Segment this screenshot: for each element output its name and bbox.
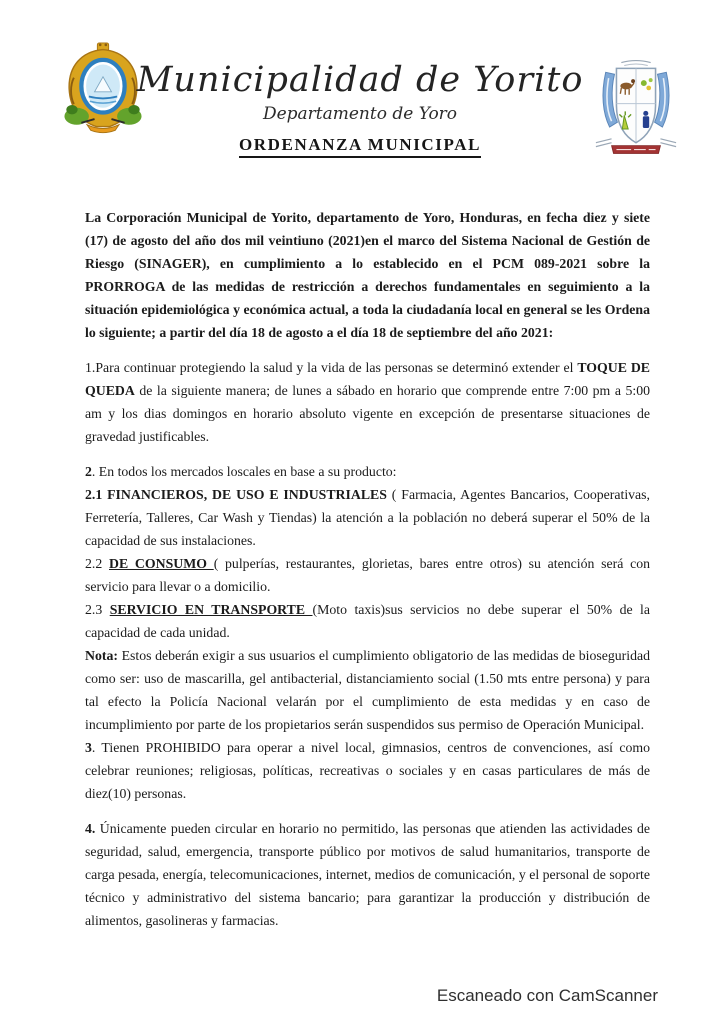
paragraph: 2.1 FINANCIEROS, DE USO E INDUSTRIALES ( Farmacia, Agentes Bancarios, Cooperativas, Ferretería, Talleres, Car Wash y Tiendas) la atención a la población no deberá superar el 50% de la capacidad de sus instalaciones. — [85, 487, 650, 548]
paragraph: 2.2 DE CONSUMO ( pulperías, restaurantes, glorietas, bares entre otros) su atención será con servicio para llevar o a domicilio. — [85, 556, 651, 594]
paragraph: Nota: Estos deberán exigir a sus usuarios el cumplimiento obligatorio de las medidas de bioseguridad como ser: uso de mascarilla, gel antibacterial, distanciamiento social (1.50 mts entre persona) y para tal efecto la Policía Nacional velarán por el cumplimiento de esta medidas y en caso de incumplimiento por parte de los propietarios serán suspendidos sus permiso de Operación Municipal. — [85, 648, 650, 732]
paragraph: 2.3 SERVICIO EN TRANSPORTE (Moto taxis)sus servicios no debe superar el 50% de la capacidad de cada unidad. — [85, 602, 650, 640]
paragraph: 1.Para continuar protegiendo la salud y la vida de las personas se determinó extender el TOQUE DE QUEDA de la siguiente manera; de lunes a sábado en horario que comprende entre 7:00 pm a 5:00 am y los dias domingos en horario absoluto vigente en excepción de presentarse situaciones de gravedad justificables. — [85, 360, 650, 444]
document-body — [85, 206, 650, 944]
scanner-credit: Escaneado con CamScanner — [436, 986, 658, 1005]
paragraph: 2. En todos los mercados loscales en base a su producto: — [85, 464, 397, 479]
department-subtitle: Departamento de Yoro — [262, 104, 458, 124]
ordinance-heading: ORDENANZA MUNICIPAL — [239, 135, 481, 158]
yorito-municipal-shield-icon — [592, 54, 680, 162]
document-section — [85, 356, 650, 448]
document-section — [85, 206, 650, 344]
paragraph: 4. Únicamente pueden circular en horario no permitido, las personas que atienden las actividades de seguridad, salud, emergencia, transporte público por motivos de salud humanitarios, transporte de carga pesada, energía, telecomunicaciones, internet, medios de comunicación, y el personal de soporte técnico y administrativo del sistema bancario; para garantizar la producción y distribución de alimentos, gasolineras y farmacias. — [85, 821, 650, 928]
paragraph: La Corporación Municipal de Yorito, departamento de Yoro, Honduras, en fecha diez y siete (17) de agosto del año dos mil veintiuno (2021)en el marco del Sistema Nacional de Gestión de Riesgo (SINAGER), en cumplimiento a lo establecido en el PCM 089-2021 sobre la PRORROGA de las medidas de restricción a derechos fundamentales en seguimiento a la situación epidemiológica y económica actual, a toda la ciudadanía local en general se les Ordena lo siguiente; a partir del día 18 de agosto a el día 18 de septiembre del año 2021: — [85, 210, 650, 340]
document-section — [85, 817, 650, 932]
paragraph: 3. Tienen PROHIBIDO para operar a nivel local, gimnasios, centros de convenciones, así como celebrar reuniones; religiosas, políticas, recreativas o sociales y en casas particulares de más de diez(10) personas. — [85, 740, 650, 801]
document-header — [110, 60, 610, 158]
municipality-title: Municipalidad de Yorito — [136, 60, 584, 100]
document-section — [85, 460, 650, 805]
